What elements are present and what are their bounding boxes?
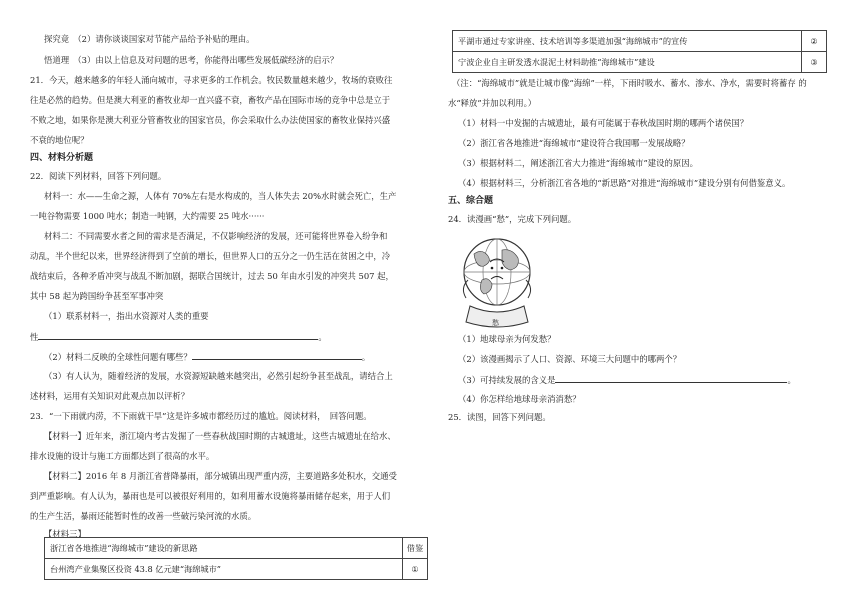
question-22: 22．阅读下列材料，回答下列问题。 bbox=[30, 171, 167, 181]
section-heading-comprehensive: 五、综合题 bbox=[448, 196, 494, 206]
material-three-table bbox=[44, 537, 428, 580]
period-mark: 。 bbox=[787, 375, 796, 385]
period-mark: 。 bbox=[361, 352, 371, 362]
table-cell: 浙江省各地推进“海绵城市”建设的新思路 bbox=[45, 538, 403, 559]
question-22-part-2 bbox=[44, 351, 370, 363]
table-row bbox=[453, 52, 827, 73]
question-22-part-3: （3）有人认为，随着经济的发展，水资源短缺越来越突出，必然引起纷争甚至战乱，请结合上 bbox=[44, 371, 393, 381]
question-23-part-2: （2）浙江省各地推进“海绵城市”建设符合我国哪一发展战略？ bbox=[458, 138, 690, 148]
material-one: 材料一：水——生命之源，人体有 70%左右是水构成的，当人体失去 20%水时就会死亡，生产 bbox=[44, 191, 397, 201]
table-cell-mark: ① bbox=[403, 559, 428, 580]
cartoon-caption: 愁 bbox=[492, 319, 499, 327]
question-24: 24．读漫画“愁”，完成下列问题。 bbox=[448, 214, 577, 224]
table-cell: 台州湾产业集聚区投资 43.8 亿元建“海绵城市” bbox=[45, 559, 403, 580]
table-row bbox=[45, 559, 428, 580]
table-row bbox=[453, 31, 827, 52]
worried-earth-cartoon bbox=[452, 232, 542, 330]
question-24-part-3 bbox=[458, 374, 796, 386]
question-20-part-3: 悟道理 （3）由以上信息及对问题的思考，你能得出哪些发展低碳经济的启示？ bbox=[44, 55, 339, 65]
question-21-line: 不败之地，如果你是澳大利亚分管畜牧业的国家官员，你会采取什么办法使国家的畜牧业保持兴盛 bbox=[30, 115, 391, 125]
question-text: （2）材料二反映的全球性问题有哪些？ bbox=[44, 352, 192, 362]
material-23-three-label: 【材料三】 bbox=[44, 529, 86, 539]
table-row bbox=[45, 538, 428, 559]
answer-blank[interactable] bbox=[555, 374, 787, 383]
question-text: （3）可持续发展的含义是 bbox=[458, 375, 556, 385]
material-two-line: 动乱，半个世纪以来，世界经济得到了空前的增长，但世界人口的五分之一仍生活在贫困之中，冷 bbox=[30, 251, 391, 261]
question-23-part-4: （4）根据材料三，分析浙江省各地的“新思路”对推进“海绵城市”建设分别有何借鉴意义。 bbox=[458, 178, 791, 188]
material-23-two-line: 的生产生活，暴雨还能暂时性的改善一些破污染河流的水质。 bbox=[30, 511, 257, 521]
question-23-part-3: （3）根据材料二，阐述浙江省大力推进“海绵城市”建设的原因。 bbox=[458, 158, 699, 168]
question-22-part-1-tail bbox=[30, 331, 327, 343]
material-three-table-continued bbox=[452, 30, 827, 73]
material-23-one-line: 排水设施的设计与施工方面都达到了很高的水平。 bbox=[30, 451, 215, 461]
question-20-part-2: 探究竟 （2）请你谈谈国家对节能产品给予补贴的理由。 bbox=[44, 34, 255, 44]
answer-blank[interactable] bbox=[38, 331, 318, 340]
material-one-line: 一吨谷物需要 1000 吨水；制造一吨钢，大约需要 25 吨水······ bbox=[30, 211, 265, 221]
material-23-two-line: 到严重影响。有人认为，暴雨也是可以被很好利用的，如利用蓄水设施将暴雨储存起来，用于人们 bbox=[30, 491, 391, 501]
table-cell-mark: ③ bbox=[802, 52, 827, 73]
question-23: 23．“一下雨就内涝，不下雨就干旱”这是许多城市都经历过的尴尬。阅读材料， 回答问题。 bbox=[30, 411, 372, 421]
question-21-line: 往是必然的趋势。但是澳大利亚的畜牧业却一直兴盛不衰，畜牧产品在国际市场的竞争中总是立于 bbox=[30, 95, 391, 105]
material-two-line: 战结束后，各种矛盾冲突与战乱不断加剧，据联合国统计，过去 50 年由水引发的冲突共 507 起， bbox=[30, 271, 394, 281]
sponge-city-note-line: 水“释放”并加以利用。） bbox=[448, 98, 537, 108]
table-cell: 宁波企业自主研发透水混泥土材料助推“海绵城市”建设 bbox=[453, 52, 802, 73]
material-two-line: 其中 58 起为跨国纷争甚至军事冲突 bbox=[30, 291, 164, 301]
question-23-part-1: （1）材料一中发掘的古城遗址，最有可能属于春秋战国时期的哪两个诸侯国？ bbox=[458, 118, 749, 128]
question-24-part-1: （1）地球母亲为何发愁？ bbox=[458, 334, 556, 344]
question-22-part-1: （1）联系材料一，指出水资源对人类的重要 bbox=[44, 311, 209, 321]
section-heading-material-analysis: 四、材料分析题 bbox=[30, 153, 94, 163]
sponge-city-note: （注：“海绵城市”就是让城市像“海绵”一样，下雨时吸水、蓄水、渗水、净水，需要时将蓄存 的 bbox=[452, 78, 807, 88]
question-21-line: 不衰的地位呢？ bbox=[30, 135, 89, 145]
table-cell-mark: 借鉴 bbox=[403, 538, 428, 559]
question-24-part-4: （4）你怎样给地球母亲消消愁？ bbox=[458, 394, 581, 404]
question-22-part-3-line: 述材料，运用有关知识对此观点加以评析？ bbox=[30, 391, 190, 401]
material-23-one: 【材料一】近年来，浙江境内考古发掘了一些春秋战国时期的古城遗址，这些古城遗址在给水、 bbox=[44, 431, 396, 441]
earth-globe-icon bbox=[452, 232, 542, 330]
material-two: 材料二：不同需要水者之间的需求是否满足，不仅影响经济的发展，还可能将世界卷入纷争和 bbox=[44, 231, 388, 241]
question-25: 25．读图，回答下列问题。 bbox=[448, 412, 551, 422]
question-21: 21．今天，越来越多的年轻人涌向城市，寻求更多的工作机会。牧民数量越来越少，牧场的衰败往 bbox=[30, 75, 393, 85]
question-text: 性 bbox=[30, 332, 39, 342]
table-cell-mark: ② bbox=[802, 31, 827, 52]
answer-blank[interactable] bbox=[192, 351, 362, 360]
question-24-part-2: （2）该漫画揭示了人口、资源、环境三大问题中的哪两个？ bbox=[458, 354, 682, 364]
material-23-two: 【材料二】2016 年 8 月浙江省普降暴雨，部分城镇出现严重内涝，主要道路多处积水，交通受 bbox=[44, 471, 397, 481]
table-cell: 平湖市通过专家讲座、技术培训等多渠道加强“海绵城市”的宣传 bbox=[453, 31, 802, 52]
period-mark: 。 bbox=[318, 332, 327, 342]
